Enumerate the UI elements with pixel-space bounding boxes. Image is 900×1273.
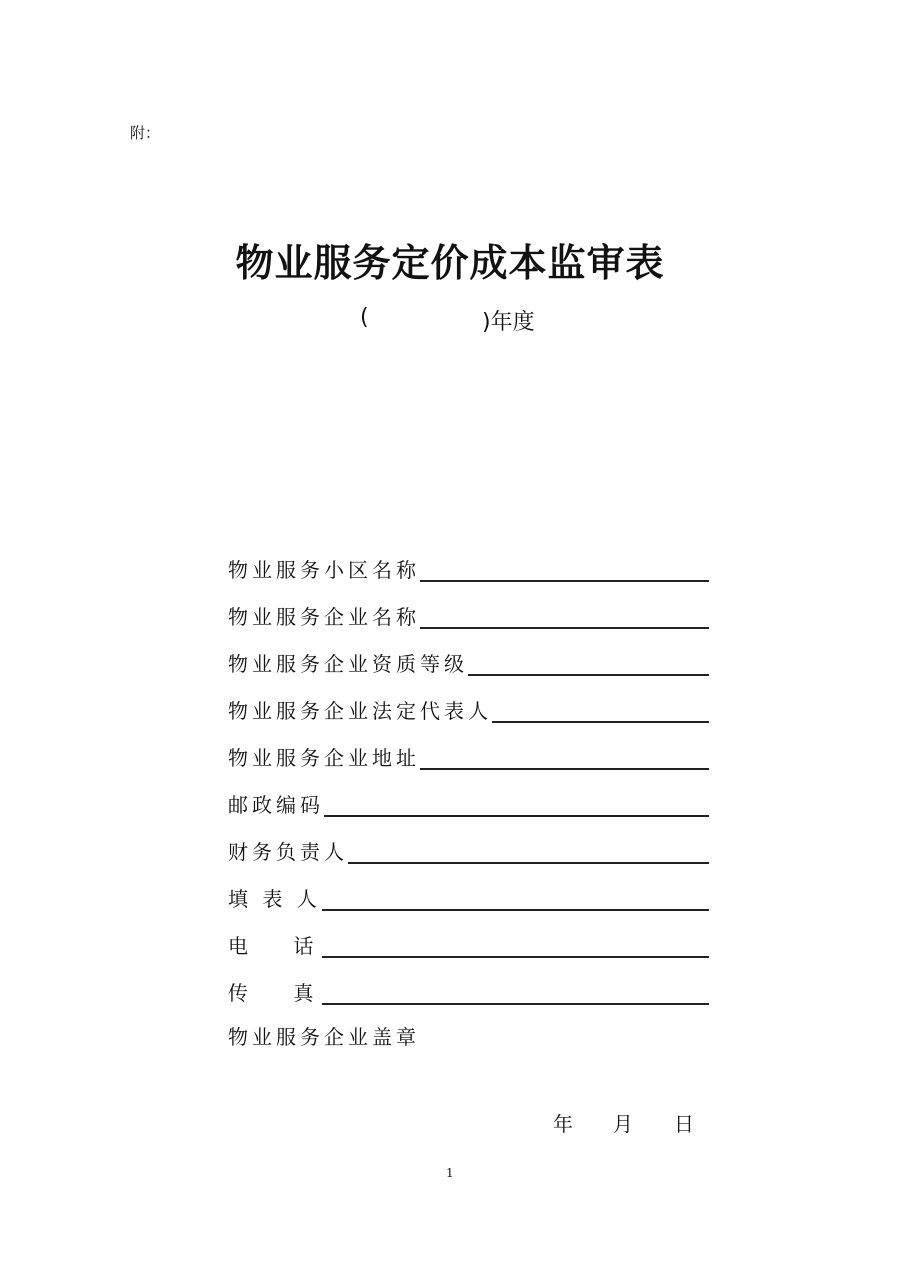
form-row (228, 679, 709, 726)
attachment-label: 附： (130, 124, 161, 142)
form-row (228, 538, 709, 585)
field-label: 物业服务企业资质等级 (228, 652, 468, 676)
field-blank[interactable] (420, 560, 709, 582)
field-label: 物业服务企业名称 (228, 605, 420, 629)
field-blank[interactable] (468, 654, 709, 676)
form-row (228, 914, 709, 961)
field-label: 财务负责人 (228, 840, 348, 864)
field-blank[interactable] (348, 842, 709, 864)
field-blank[interactable] (322, 936, 709, 958)
form-row (228, 585, 709, 632)
field-blank[interactable] (324, 795, 709, 817)
form-row (228, 820, 709, 867)
field-blank[interactable] (492, 701, 709, 723)
field-label: 传 真 (228, 981, 318, 1005)
date-month: 月 (613, 1112, 633, 1136)
info-form (228, 538, 709, 1052)
field-blank[interactable] (322, 889, 709, 911)
field-label: 电 话 (228, 934, 318, 958)
form-row (228, 961, 709, 1008)
form-row (228, 773, 709, 820)
field-blank[interactable] (322, 983, 709, 1005)
field-label: 邮政编码 (228, 793, 324, 817)
year-paren-open: ( (360, 305, 369, 330)
form-row (228, 632, 709, 679)
field-blank[interactable] (420, 748, 709, 770)
page-title: 物业服务定价成本监审表 (235, 240, 665, 285)
field-label: 填 表 人 (228, 887, 321, 911)
page-number: 1 (446, 1166, 454, 1180)
stamp-label: 物业服务企业盖章 (228, 1025, 420, 1049)
field-label: 物业服务小区名称 (228, 558, 420, 582)
field-blank[interactable] (420, 607, 709, 629)
year-line (360, 305, 535, 336)
year-paren-close: )年度 (482, 310, 535, 335)
form-row (228, 726, 709, 773)
field-label: 物业服务企业地址 (228, 746, 420, 770)
date-year: 年 (553, 1112, 573, 1136)
date-day: 日 (674, 1112, 694, 1136)
form-row (228, 867, 709, 914)
field-label: 物业服务企业法定代表人 (228, 699, 492, 723)
